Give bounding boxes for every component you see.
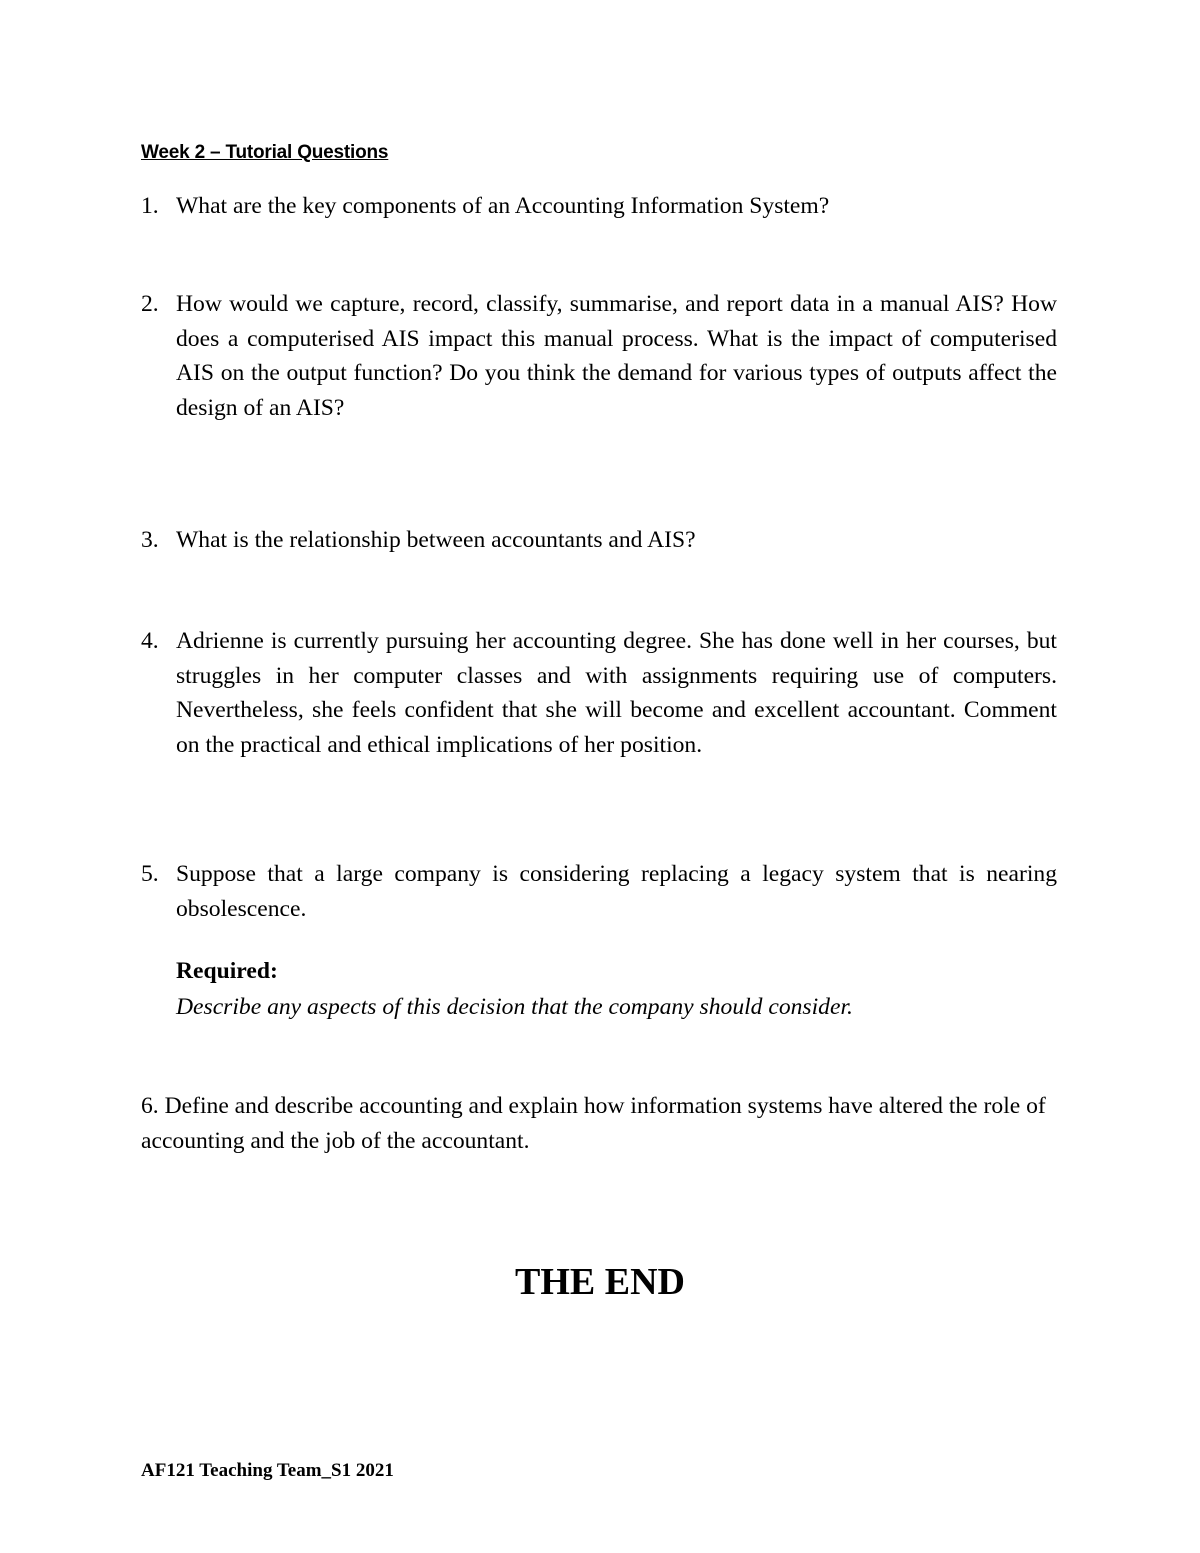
question-6: 6. Define and describe accounting and explain how information systems have altered the role of accounting and the job of the accountant. [141, 1093, 1046, 1154]
question-3 [141, 523, 1057, 558]
required-label: Required: [176, 958, 278, 984]
the-end-title: THE END [515, 1261, 685, 1303]
question-4 [141, 624, 1057, 762]
question-5 [141, 857, 1057, 926]
document-heading: Week 2 – Tutorial Questions [141, 142, 389, 163]
question-text: What is the relationship between accountants and AIS? [176, 527, 696, 553]
question-number: 2. [141, 291, 159, 317]
question-number: 5. [141, 861, 159, 887]
question-number: 1. [141, 193, 159, 219]
question-1 [141, 189, 1057, 224]
required-text: Describe any aspects of this decision that the company should consider. [176, 994, 853, 1020]
question-text: Adrienne is currently pursuing her accounting degree. She has done well in her courses, but struggles in her computer classes and with assignments requiring use of computers. Nevertheless, she feels confident that she will become and excellent accountant. Comment on the practical and ethical implications of her position. [176, 628, 1057, 758]
question-number: 3. [141, 527, 159, 553]
question-number: 4. [141, 628, 159, 654]
question-2 [141, 287, 1057, 425]
question-text: How would we capture, record, classify, summarise, and report data in a manual AIS? How does a computerised AIS impact this manual process. What is the impact of computerised AIS on the output function? Do you think the demand for various types of outputs affect the design of an AIS? [176, 291, 1057, 421]
page-footer: AF121 Teaching Team_S1 2021 [141, 1460, 394, 1481]
question-text: Suppose that a large company is considering replacing a legacy system that is nearing obsolescence. [176, 861, 1057, 922]
question-text: What are the key components of an Accounting Information System? [176, 193, 830, 219]
